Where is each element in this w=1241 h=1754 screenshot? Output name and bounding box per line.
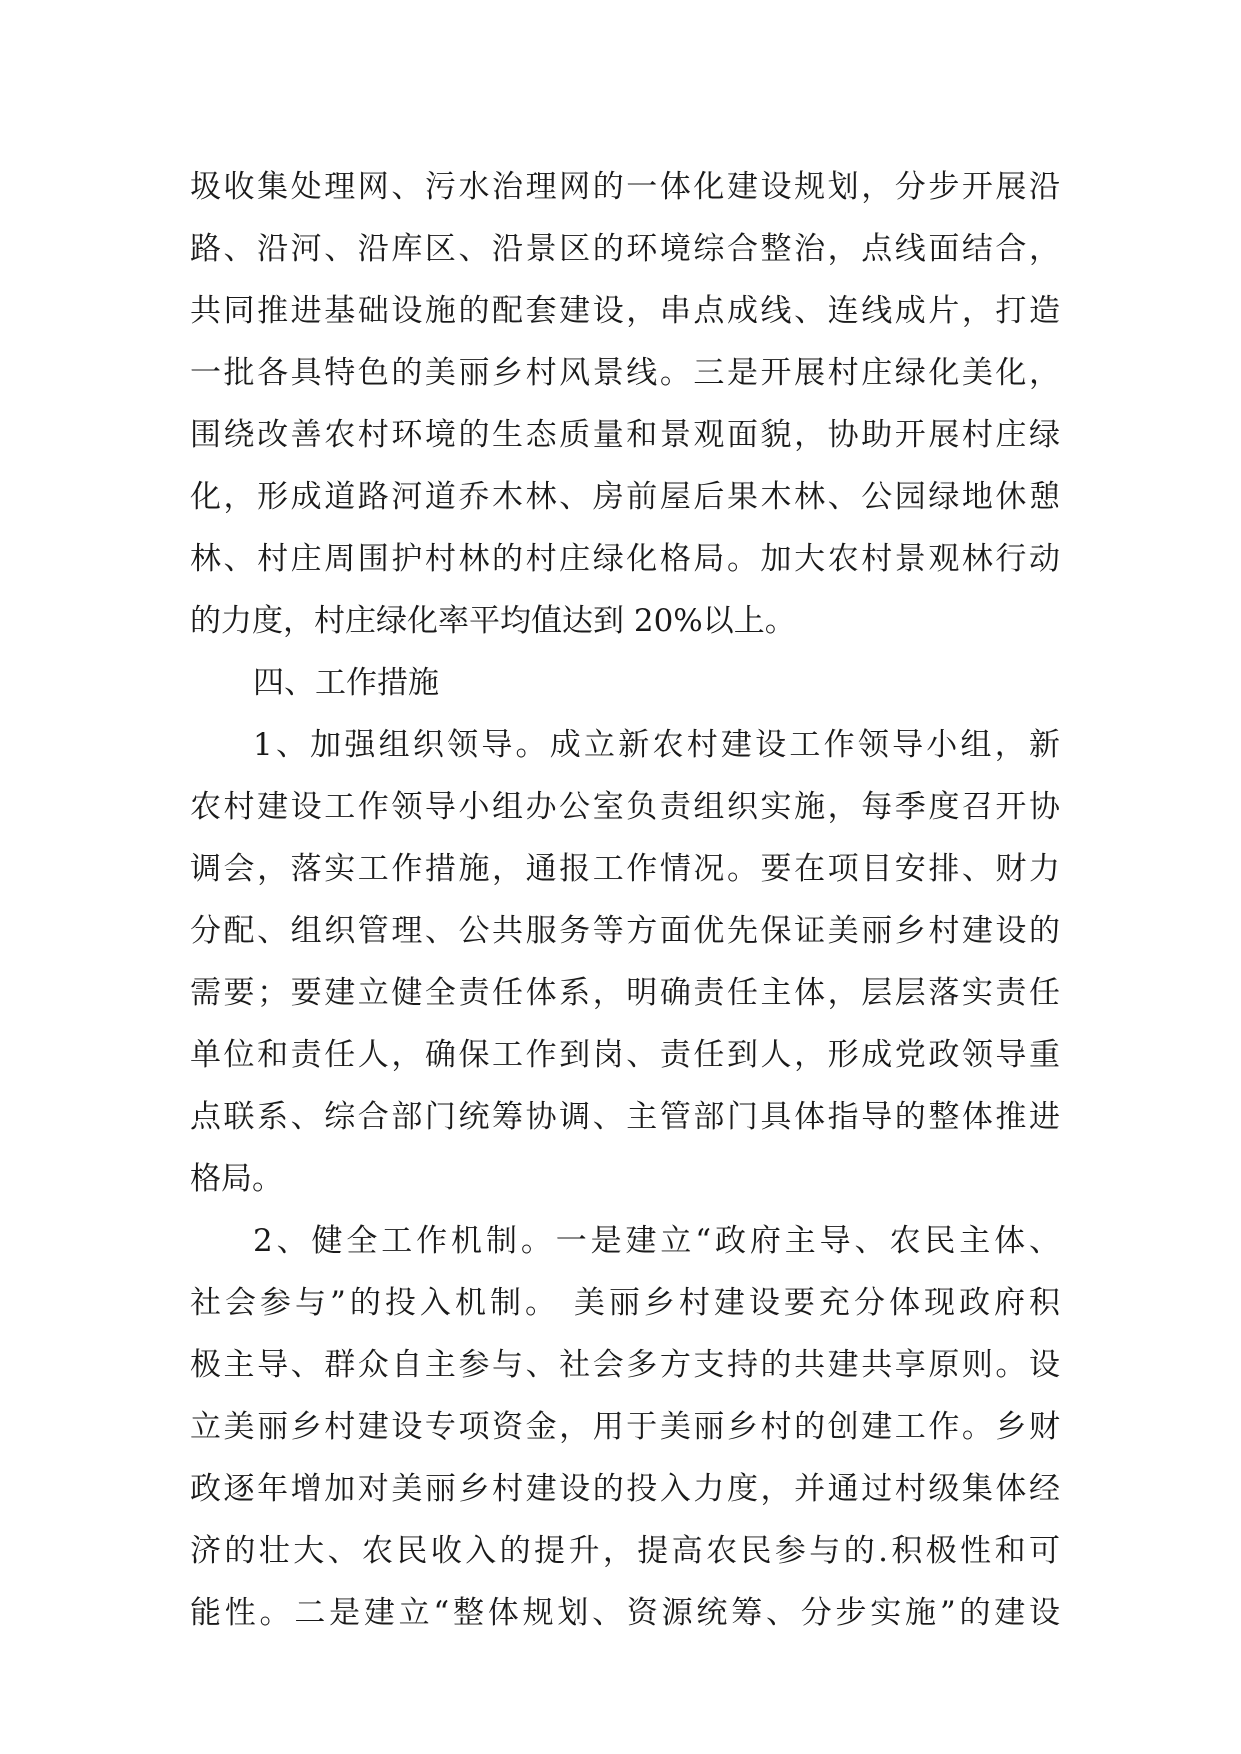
body-text-line: 济的壮大、农民收入的提升，提高农民参与的.积极性和可 [190, 1533, 1060, 1569]
body-text-line: 立美丽乡村建设专项资金，用于美丽乡村的创建工作。乡财 [190, 1409, 1060, 1445]
body-text-line: 林、村庄周围护村林的村庄绿化格局。加大农村景观林行动 [190, 541, 1060, 577]
body-text-line: 路、沿河、沿库区、沿景区的环境综合整治，点线面结合， [190, 231, 1060, 267]
body-text-line: 能性。二是建立“整体规划、资源统筹、分步实施”的建设 [190, 1595, 1060, 1631]
body-text-line: 农村建设工作领导小组办公室负责组织实施，每季度召开协 [190, 789, 1060, 825]
body-text-line: 圾收集处理网、污水治理网的一体化建设规划，分步开展沿 [190, 169, 1060, 205]
body-text-line: 一批各具特色的美丽乡村风景线。三是开展村庄绿化美化， [190, 355, 1060, 391]
body-text-line: 政逐年增加对美丽乡村建设的投入力度，并通过村级集体经 [190, 1471, 1060, 1507]
body-text-line: 社会参与”的投入机制。 美丽乡村建设要充分体现政府积 [190, 1285, 1060, 1321]
body-text-line: 需要；要建立健全责任体系，明确责任主体，层层落实责任 [190, 975, 1060, 1011]
body-text-line: 点联系、综合部门统筹协调、主管部门具体指导的整体推进 [190, 1099, 1060, 1135]
body-text-line: 1、加强组织领导。成立新农村建设工作领导小组，新 [253, 727, 1060, 763]
body-text-line: 分配、组织管理、公共服务等方面优先保证美丽乡村建设的 [190, 913, 1060, 949]
section-heading: 四、工作措施 [253, 665, 439, 701]
body-text-line: 单位和责任人，确保工作到岗、责任到人，形成党政领导重 [190, 1037, 1060, 1073]
body-text-line: 调会，落实工作措施，通报工作情况。要在项目安排、财力 [190, 851, 1060, 887]
body-text-line: 化，形成道路河道乔木林、房前屋后果木林、公园绿地休憩 [190, 479, 1060, 515]
body-text-line: 的力度，村庄绿化率平均值达到 20%以上。 [190, 603, 796, 639]
body-text-line: 共同推进基础设施的配套建设，串点成线、连线成片，打造 [190, 293, 1060, 329]
body-text-line: 2、健全工作机制。一是建立“政府主导、农民主体、 [253, 1223, 1060, 1259]
body-text-line: 极主导、群众自主参与、社会多方支持的共建共享原则。设 [190, 1347, 1060, 1383]
body-text-line: 格局。 [190, 1161, 283, 1197]
body-text-line: 围绕改善农村环境的生态质量和景观面貌，协助开展村庄绿 [190, 417, 1060, 453]
